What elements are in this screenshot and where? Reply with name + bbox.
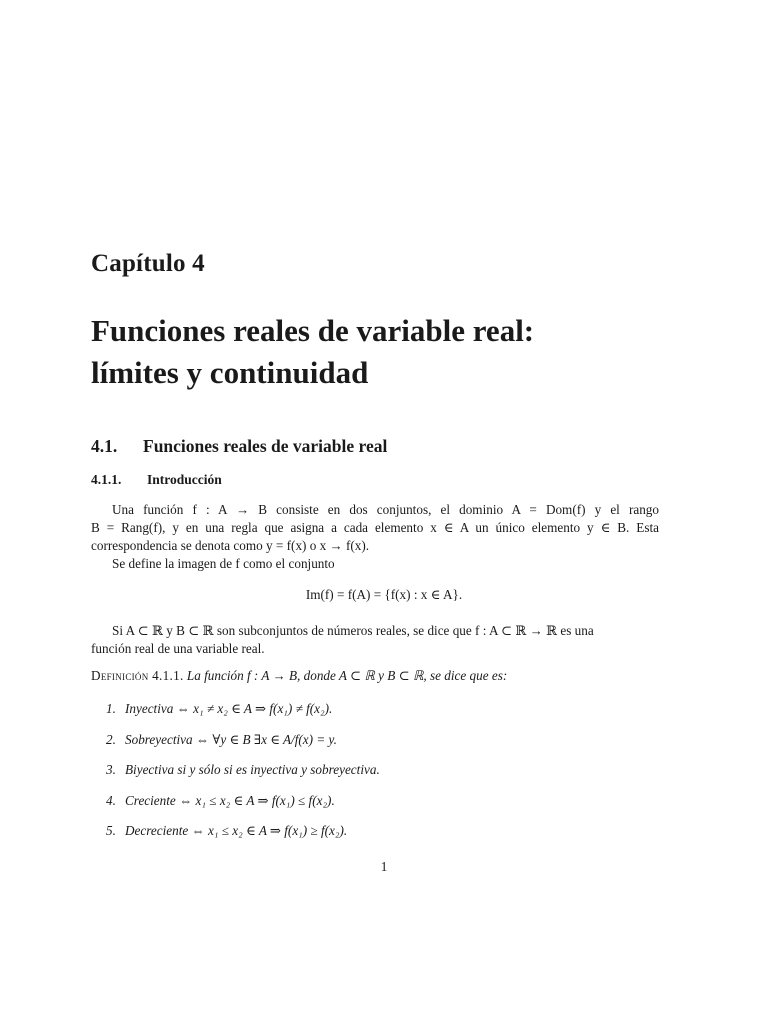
real-function-line-1: Si A ⊂ ℝ y B ⊂ ℝ son subconjuntos de números reales, se dice que f : A ⊂ ℝ → ℝ es una [112, 623, 594, 638]
section-number: 4.1. [91, 436, 118, 456]
list-item-number: 5. [106, 823, 116, 838]
section-heading [91, 436, 387, 457]
real-function-paragraph [91, 622, 659, 658]
chapter-title [91, 310, 711, 394]
list-item-text: Creciente ⇔ x₁ ≤ x₂ ∈ A ⇒ f(x₁) ≤ f(x₂). [125, 792, 335, 808]
definition-label: Definición 4.1.1. [91, 668, 184, 683]
list-item-text: Decreciente ⇔ x₁ ≤ x₂ ∈ A ⇒ f(x₁) ≥ f(x₂). [125, 823, 348, 838]
list-item-number: 2. [106, 731, 116, 747]
definition-list [106, 700, 666, 853]
real-function-line-2: función real de una variable real. [91, 641, 265, 656]
chapter-label: Capítulo 4 [91, 250, 205, 277]
image-definition-text: Se define la imagen de f como el conjunto [112, 556, 335, 571]
list-item-text: Biyectiva si y sólo si es inyectiva y sobreyectiva. [125, 762, 380, 777]
intro-line-2: B = Rang(f), y en una regla que asigna a cada elemento x ∈ A un único elemento y ∈ B. Esta [91, 520, 659, 535]
section-title: Funciones reales de variable real [143, 436, 388, 456]
list-item-text: Inyectiva ⇔ x₁ ≠ x₂ ∈ A ⇒ f(x₁) ≠ f(x₂). [125, 701, 333, 716]
list-item-number: 4. [106, 792, 116, 808]
list-item-number: 1. [106, 701, 116, 716]
subsection-number: 4.1.1. [91, 472, 122, 487]
list-item-text: Sobreyectiva ⇔ ∀y ∈ B ∃x ∈ A/f(x) = y. [125, 731, 337, 747]
definition-text: La función f : A → B, donde A ⊂ ℝ y B ⊂ ℝ, se dice que es: [186, 668, 508, 683]
subsection-title: Introducción [147, 472, 222, 487]
list-item [106, 822, 666, 853]
definition-block [91, 668, 671, 684]
list-item [106, 792, 666, 823]
chapter-title-line-2: límites y continuidad [91, 355, 369, 390]
list-item [106, 700, 666, 731]
intro-line-3: correspondencia se denota como y = f(x) o x → f(x). [91, 538, 370, 553]
page-number: 1 [380, 859, 388, 874]
chapter-title-line-1: Funciones reales de variable real: [91, 313, 535, 348]
intro-line-1: Una función f : A → B consiste en dos conjuntos, el dominio A = Dom(f) y el rango [112, 502, 659, 517]
intro-paragraph [91, 501, 659, 555]
subsection-heading [91, 472, 222, 488]
list-item [106, 731, 666, 762]
list-item-number: 3. [106, 762, 116, 777]
list-item [106, 761, 666, 792]
image-formula: Im(f) = f(A) = {f(x) : x ∈ A}. [305, 587, 463, 602]
image-definition-paragraph [91, 555, 659, 573]
